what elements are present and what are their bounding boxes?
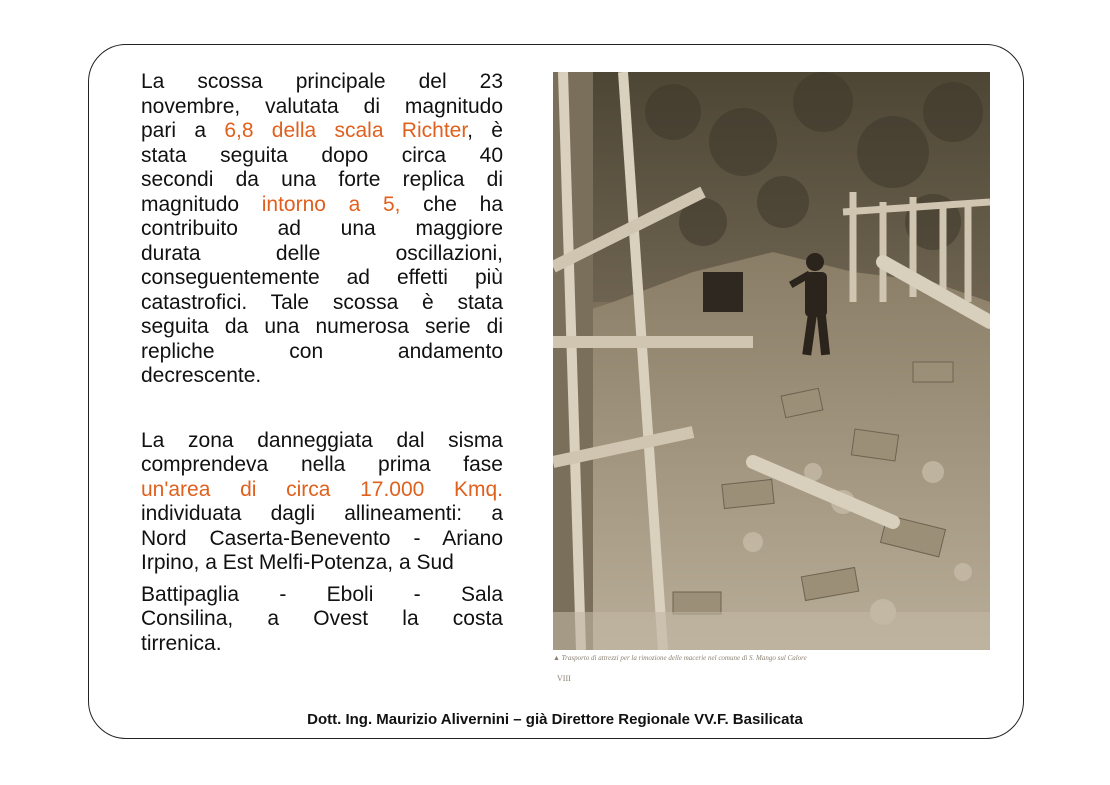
photo-page-number: VIII bbox=[557, 674, 571, 683]
highlight-magnitude: 6,8 della scala Richter bbox=[224, 119, 468, 142]
text-line: comprendeva nella prima fase bbox=[141, 453, 503, 476]
text-line: La scossa principale del 23 bbox=[141, 70, 503, 93]
text-segment: che ha bbox=[400, 192, 504, 216]
body-text bbox=[141, 70, 503, 656]
text-segment: pari a bbox=[141, 119, 225, 142]
highlight-replica: intorno a 5, bbox=[261, 192, 401, 216]
earthquake-rubble-photo bbox=[553, 72, 990, 650]
text-line: decrescente. bbox=[141, 364, 262, 387]
text-line bbox=[141, 193, 503, 218]
paragraph-area bbox=[141, 429, 503, 576]
photo-caption: ▲ Trasporto di attrezzi per la rimozione delle macerie nel comune di S. Mango sul Calore bbox=[553, 654, 807, 662]
text-line: Nord Caserta-Benevento - Ariano bbox=[141, 526, 503, 550]
text-line: Consilina, a Ovest la costa bbox=[141, 607, 503, 630]
text-line: seguita da una numerosa serie di bbox=[141, 315, 503, 338]
text-line bbox=[141, 119, 503, 144]
text-line: conseguentemente ad effetti più bbox=[141, 266, 503, 289]
paragraph-magnitude bbox=[141, 70, 503, 389]
text-line: stata seguita dopo circa 40 bbox=[141, 143, 503, 167]
text-line: catastrofici. Tale scossa è stata bbox=[141, 290, 503, 314]
text-line: tirrenica. bbox=[141, 631, 222, 655]
text-line: La zona danneggiata dal sisma bbox=[141, 428, 503, 452]
text-line: repliche con andamento bbox=[141, 339, 503, 363]
highlight-area: un'area di circa 17.000 Kmq. bbox=[141, 477, 503, 501]
text-line: secondi da una forte replica di bbox=[141, 168, 503, 191]
text-line: contribuito ad una maggiore bbox=[141, 217, 503, 240]
text-line: Irpino, a Est Melfi-Potenza, a Sud bbox=[141, 551, 454, 574]
text-segment: , è bbox=[467, 119, 503, 142]
text-segment: magnitudo bbox=[141, 192, 262, 216]
paragraph-boundaries bbox=[141, 583, 503, 657]
author-credit: Dott. Ing. Maurizio Alivernini – già Direttore Regionale VV.F. Basilicata bbox=[307, 711, 803, 728]
photo-illustration bbox=[553, 72, 990, 650]
text-line: Battipaglia - Eboli - Sala bbox=[141, 582, 503, 606]
text-line: individuata dagli allineamenti: a bbox=[141, 502, 503, 525]
text-line: durata delle oscillazioni, bbox=[141, 241, 503, 265]
text-line: novembre, valutata di magnitudo bbox=[141, 94, 503, 118]
